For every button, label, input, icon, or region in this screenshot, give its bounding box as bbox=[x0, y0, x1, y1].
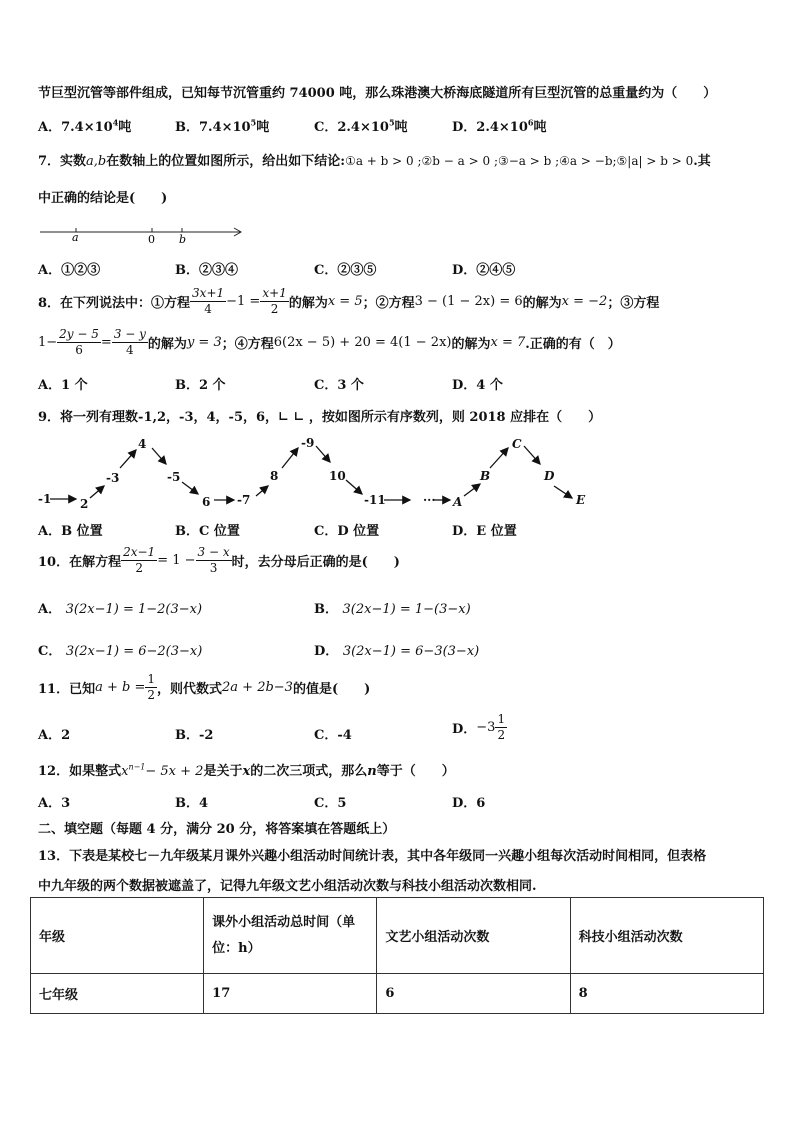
q9-option-b[interactable]: B．C 位置 bbox=[175, 524, 240, 539]
q8-option-a[interactable]: A．1 个 bbox=[38, 378, 88, 393]
seq-item-6: 6 bbox=[202, 495, 211, 509]
q13-line2: 中九年级的两个数据被遮盖了，记得九年级文艺小组活动次数与科技小组活动次数相同. bbox=[38, 879, 537, 894]
q12-option-c[interactable]: C．5 bbox=[314, 796, 347, 811]
q12-option-b[interactable]: B．4 bbox=[175, 796, 209, 811]
q12-option-a[interactable]: A．3 bbox=[38, 796, 71, 811]
q9-sequence-diagram bbox=[34, 430, 594, 512]
seq-item-8: 8 bbox=[270, 469, 279, 483]
section-heading: 二、填空题（每题 4 分，满分 20 分，将答案填在答题纸上） bbox=[38, 822, 396, 837]
q7-option-a[interactable]: A．①②③ bbox=[38, 263, 101, 278]
q8-option-c[interactable]: C．3 个 bbox=[314, 378, 364, 393]
q9-option-d[interactable]: D．E 位置 bbox=[452, 524, 517, 539]
seq-item-1: -1 bbox=[38, 492, 52, 506]
q8-option-b[interactable]: B．2 个 bbox=[175, 378, 226, 393]
q9-option-c[interactable]: C．D 位置 bbox=[314, 524, 380, 539]
q7-stem: 7．实数a,b在数轴上的位置如图所示，给出如下结论:①a + b > 0 ;②b − a > 0 ;③−a > b ;④a > −b;⑤|a| > b > 0.其 bbox=[38, 154, 711, 169]
q11-stem: 11．已知a + b = $\frac{1}{2}$ ，则代数式2a + 2b−3的值是( ) bbox=[38, 672, 371, 702]
table-header-row bbox=[31, 898, 764, 974]
cell-arts-count: 6 bbox=[377, 974, 570, 1014]
cell-tech-count: 8 bbox=[570, 974, 763, 1014]
q7-number-line bbox=[36, 222, 248, 246]
seq-item-D: D bbox=[544, 469, 555, 483]
q6-option-d[interactable]: D．$2.4\times 10^6$吨 bbox=[452, 117, 547, 135]
q12-option-d[interactable]: D．6 bbox=[452, 796, 486, 811]
header-arts-count: 文艺小组活动次数 bbox=[377, 898, 570, 974]
cell-total-time: 17 bbox=[204, 974, 377, 1014]
seq-item-C: C bbox=[512, 437, 522, 451]
activity-stats-table bbox=[30, 897, 764, 1014]
seq-item-10: 10 bbox=[329, 469, 346, 483]
q11-option-d[interactable]: D．−3 $\frac{1}{2}$ bbox=[452, 712, 506, 742]
table-row bbox=[31, 974, 764, 1014]
q6-option-c[interactable]: C．$2.4\times 10^5$吨 bbox=[314, 117, 408, 135]
q7-option-b[interactable]: B．②③④ bbox=[175, 263, 238, 278]
q7-stem-line2: 中正确的结论是( ) bbox=[38, 191, 168, 206]
q10-option-b[interactable]: B． 3(2x−1) = 1−(3−x) bbox=[314, 602, 471, 617]
seq-item-5: -5 bbox=[167, 470, 181, 484]
seq-item-4: 4 bbox=[138, 437, 147, 451]
q10-option-c[interactable]: C． 3(2x−1) = 6−2(3−x) bbox=[38, 644, 203, 659]
q8-option-d[interactable]: D．4 个 bbox=[452, 378, 503, 393]
q11-option-c[interactable]: C．-4 bbox=[314, 728, 352, 743]
seq-item-12: ··· bbox=[423, 493, 436, 507]
q11-option-b[interactable]: B．-2 bbox=[175, 728, 214, 743]
q13-line1: 13．下表是某校七－九年级某月课外兴趣小组活动时间统计表，其中各年级同一兴趣小组每次活动时间相同，但表格 bbox=[38, 849, 707, 864]
seq-item-11: -11 bbox=[364, 493, 386, 507]
q6-option-a[interactable]: A．$7.4\times 10^4$吨 bbox=[38, 117, 132, 135]
q9-option-a[interactable]: A．B 位置 bbox=[38, 524, 103, 539]
q7-option-d[interactable]: D．②④⑤ bbox=[452, 263, 516, 278]
seq-item-E: E bbox=[576, 493, 586, 507]
seq-item-B: B bbox=[480, 469, 491, 483]
numberline-label-a: a bbox=[72, 231, 79, 244]
header-total-time: 课外小组活动总时间（单 位：h） bbox=[204, 898, 377, 974]
seq-item-7: -7 bbox=[237, 493, 251, 507]
q11-option-a[interactable]: A．2 bbox=[38, 728, 71, 743]
q6-option-b[interactable]: B．$7.4\times 10^5$吨 bbox=[175, 117, 270, 135]
q10-option-d[interactable]: D． 3(2x−1) = 6−3(3−x) bbox=[314, 644, 480, 659]
seq-item-2: 2 bbox=[80, 497, 89, 511]
q6-stem: 节巨型沉管等部件组成，已知每节沉管重约 74000 吨，那么珠港澳大桥海底隧道所有巨型沉管的总重量约为（ ） bbox=[38, 86, 717, 101]
header-grade: 年级 bbox=[31, 898, 204, 974]
q12-stem: 12．如果整式$x^{n-1}- 5x + 2$是关于x的二次三项式，那么n等于（ ） bbox=[38, 762, 455, 779]
numberline-label-zero: 0 bbox=[148, 233, 155, 246]
q7-option-c[interactable]: C．②③⑤ bbox=[314, 263, 377, 278]
seq-item-3: -3 bbox=[106, 471, 120, 485]
seq-item-9: -9 bbox=[301, 436, 315, 450]
cell-grade: 七年级 bbox=[31, 974, 204, 1014]
q8-line2: 1− $\frac{2y - 5}{6}$ = $\frac{3 - y}{4}$ 的解为y = 3；④方程6(2x − 5) + 20 = 4(1 − 2x)的解为x = 7.正确的有（ ） bbox=[38, 327, 621, 357]
seq-item-A: A bbox=[453, 495, 463, 509]
q9-stem: 9．将一列有理数-1,2，-3，4，-5，6，∟ ∟ ，按如图所示有序数列，则 2018 应排在（ ） bbox=[38, 410, 602, 425]
numberline-label-b: b bbox=[179, 233, 187, 246]
header-tech-count: 科技小组活动次数 bbox=[570, 898, 763, 974]
q10-option-a[interactable]: A． 3(2x−1) = 1−2(3−x) bbox=[38, 602, 203, 617]
q8-line1: 8．在下列说法中：①方程 $\frac{3x+1}{4}$ −1 = $\frac{x+1}{2}$ 的解为x = 5；②方程3 − (1 − 2x) = 6的解为x = −2；③方程 bbox=[38, 286, 660, 316]
q10-stem: 10．在解方程 $\frac{2x-1}{2}$ = 1 − $\frac{3 - x}{3}$ 时，去分母后正确的是( ) bbox=[38, 545, 400, 575]
